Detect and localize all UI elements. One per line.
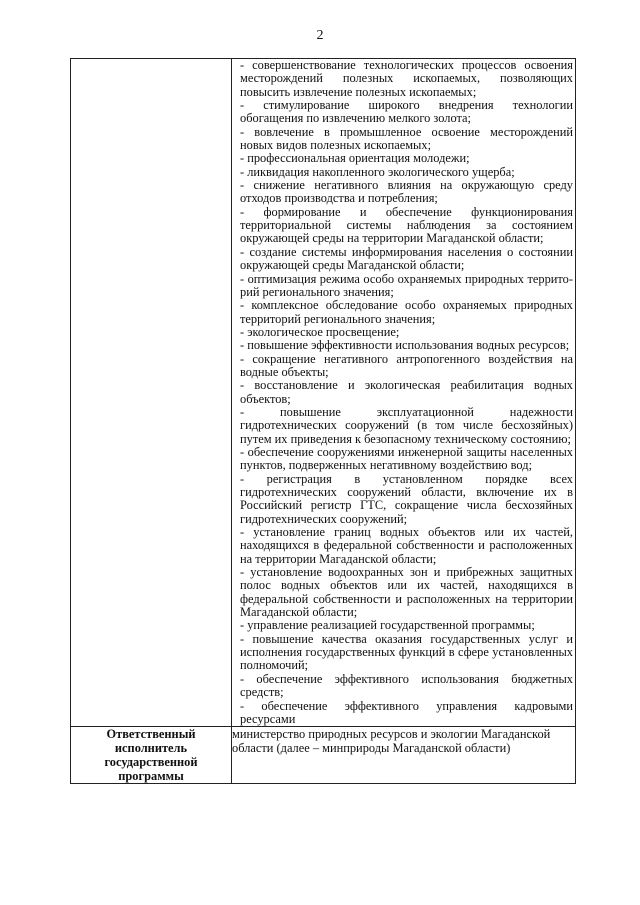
task-item: - управление реализацией государственной программы; — [240, 618, 535, 633]
task-item: - создание системы информирования населения о состоянии окружающей среды Магаданской области; — [240, 244, 573, 273]
task-item: - комплексное обследование особо охраняемых природных территорий регионального значения; — [240, 298, 573, 326]
tasks-label-cell — [71, 59, 232, 727]
task-list — [232, 59, 575, 726]
task-item: - обеспечение эффективного использования бюджетных средств; — [240, 671, 573, 700]
task-item: - повышение эффективности использования водных ресурсов; — [240, 338, 570, 353]
task-item: - восстановление и экологическая реабилитация водных объектов; — [240, 378, 573, 406]
task-item: - ликвидация накопленного экологического ущерба; — [240, 164, 515, 179]
task-item: - формирование и обеспечение функционирования территориальной системы наблюдения за состоянием окружающей среды на территории Магаданской области; — [240, 204, 573, 246]
task-item: - повышение эксплуатационной надежности гидротехнических сооружений (в том числе бесхозяйных) путем их приведения к безопасному техническому состоянию; — [240, 404, 573, 446]
task-item: - регистрация в установленном порядке всех гидротехнических сооружений области, включение их в Российский регистр ГТС, сокращение числа бесхозяйных гидротехнических сооружений; — [240, 471, 573, 526]
task-item: - обеспечение эффективного управления кадровыми ресурсами — [240, 698, 573, 726]
task-item: - сокращение негативного антропогенного воздействия на водные объекты; — [240, 351, 573, 379]
task-item: - профессиональная ориентация молодежи; — [240, 151, 470, 166]
task-item: - совершенствование технологических процессов освоения месторождений полезных ископаемых, позволяющих повысить извлечение полезных ископаемых; — [240, 58, 573, 99]
tasks-row — [71, 59, 576, 727]
executor-row — [71, 727, 576, 784]
executor-label: Ответственный исполнитель государственной программы — [71, 727, 232, 784]
task-item: - установление границ водных объектов или их частей, находящихся в федеральной собственности и расположенных на территории Магаданской области; — [240, 525, 573, 566]
program-passport-table — [70, 58, 576, 784]
task-item: - снижение негативного влияния на окружающую среду отходов производства и потребления; — [240, 178, 573, 206]
task-item: - стимулирование широкого внедрения технологии обогащения по извлечению мелкого золота; — [240, 98, 573, 126]
executor-value: министерство природных ресурсов и экологии Магаданской области (далее – минприроды Магаданской области) — [232, 727, 576, 784]
tasks-cell — [232, 59, 576, 727]
task-item: - оптимизация режима особо охраняемых природных территорий регионального значения; — [240, 271, 573, 299]
task-item: - установление водоохранных зон и прибрежных защитных полос водных объектов или их частей, находящихся в федеральной собственности и расположенных на территории Магаданской области; — [240, 565, 573, 620]
task-item: - обеспечение сооружениями инженерной защиты населенных пунктов, подверженных негативному воздействию вод; — [240, 444, 573, 473]
task-item: - повышение качества оказания государственных услуг и исполнения государственных функций в сфере установленных полномочий; — [240, 631, 573, 673]
task-item: - экологическое просвещение; — [240, 324, 400, 339]
task-item: - вовлечение в промышленное освоение месторождений новых видов полезных ископаемых; — [240, 124, 573, 153]
page-number: 2 — [316, 28, 324, 43]
